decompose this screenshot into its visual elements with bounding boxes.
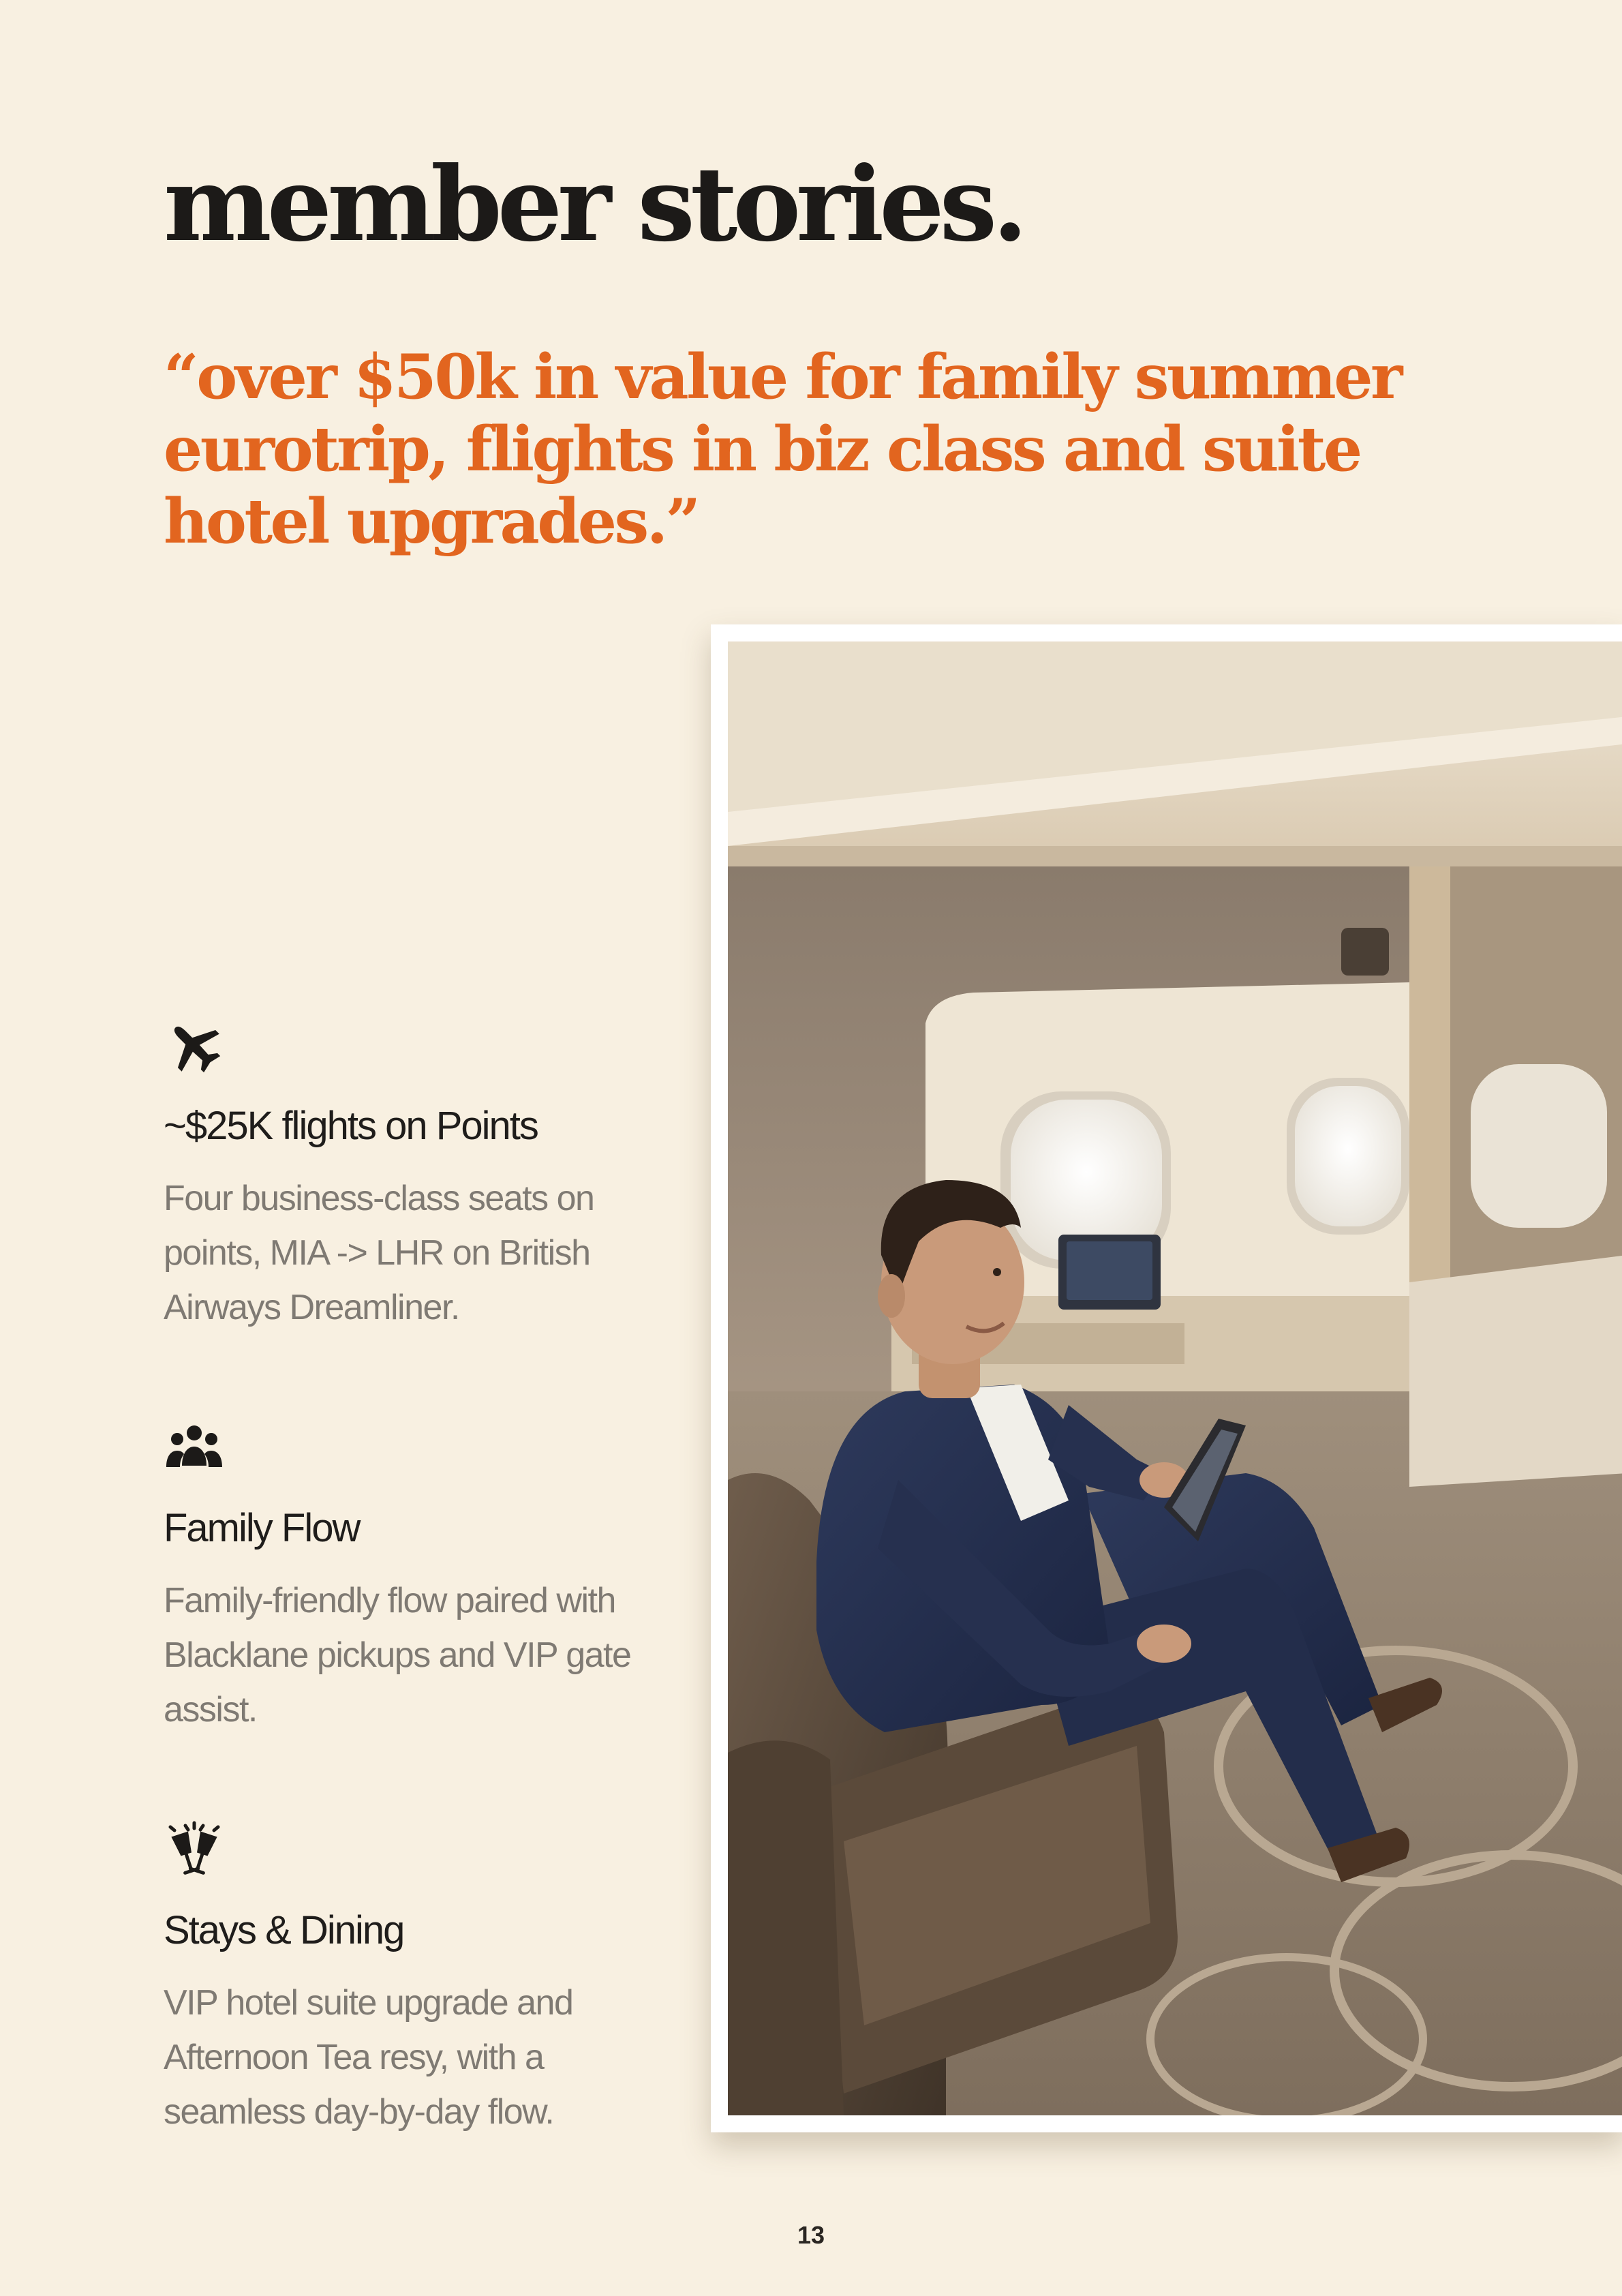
airplane-icon <box>164 1016 225 1077</box>
feature-description: Family-friendly flow paired with Blacklane pickups and VIP gate assist. <box>164 1581 631 1729</box>
photo-frame <box>711 624 1622 2132</box>
feature-title: ~$25K flights on Points <box>164 1104 538 1148</box>
feature-description: Four business-class seats on points, MIA -> LHR on British Airways Dreamliner. <box>164 1179 594 1327</box>
users-group-icon <box>164 1418 225 1479</box>
feature-title: Family Flow <box>164 1506 360 1550</box>
page-title: member stories. <box>164 145 1024 265</box>
cabin-photo <box>728 641 1622 2115</box>
page-number: 13 <box>797 2221 825 2249</box>
member-quote: “over $50k in value for family summer eurotrip, flights in biz class and suite hotel upgrades.” <box>164 341 1401 558</box>
feature-description: VIP hotel suite upgrade and Afternoon Tea resy, with a seamless day-by-day flow. <box>164 1983 573 2132</box>
champagne-toast-icon <box>164 1820 225 1882</box>
feature-title: Stays & Dining <box>164 1908 404 1952</box>
